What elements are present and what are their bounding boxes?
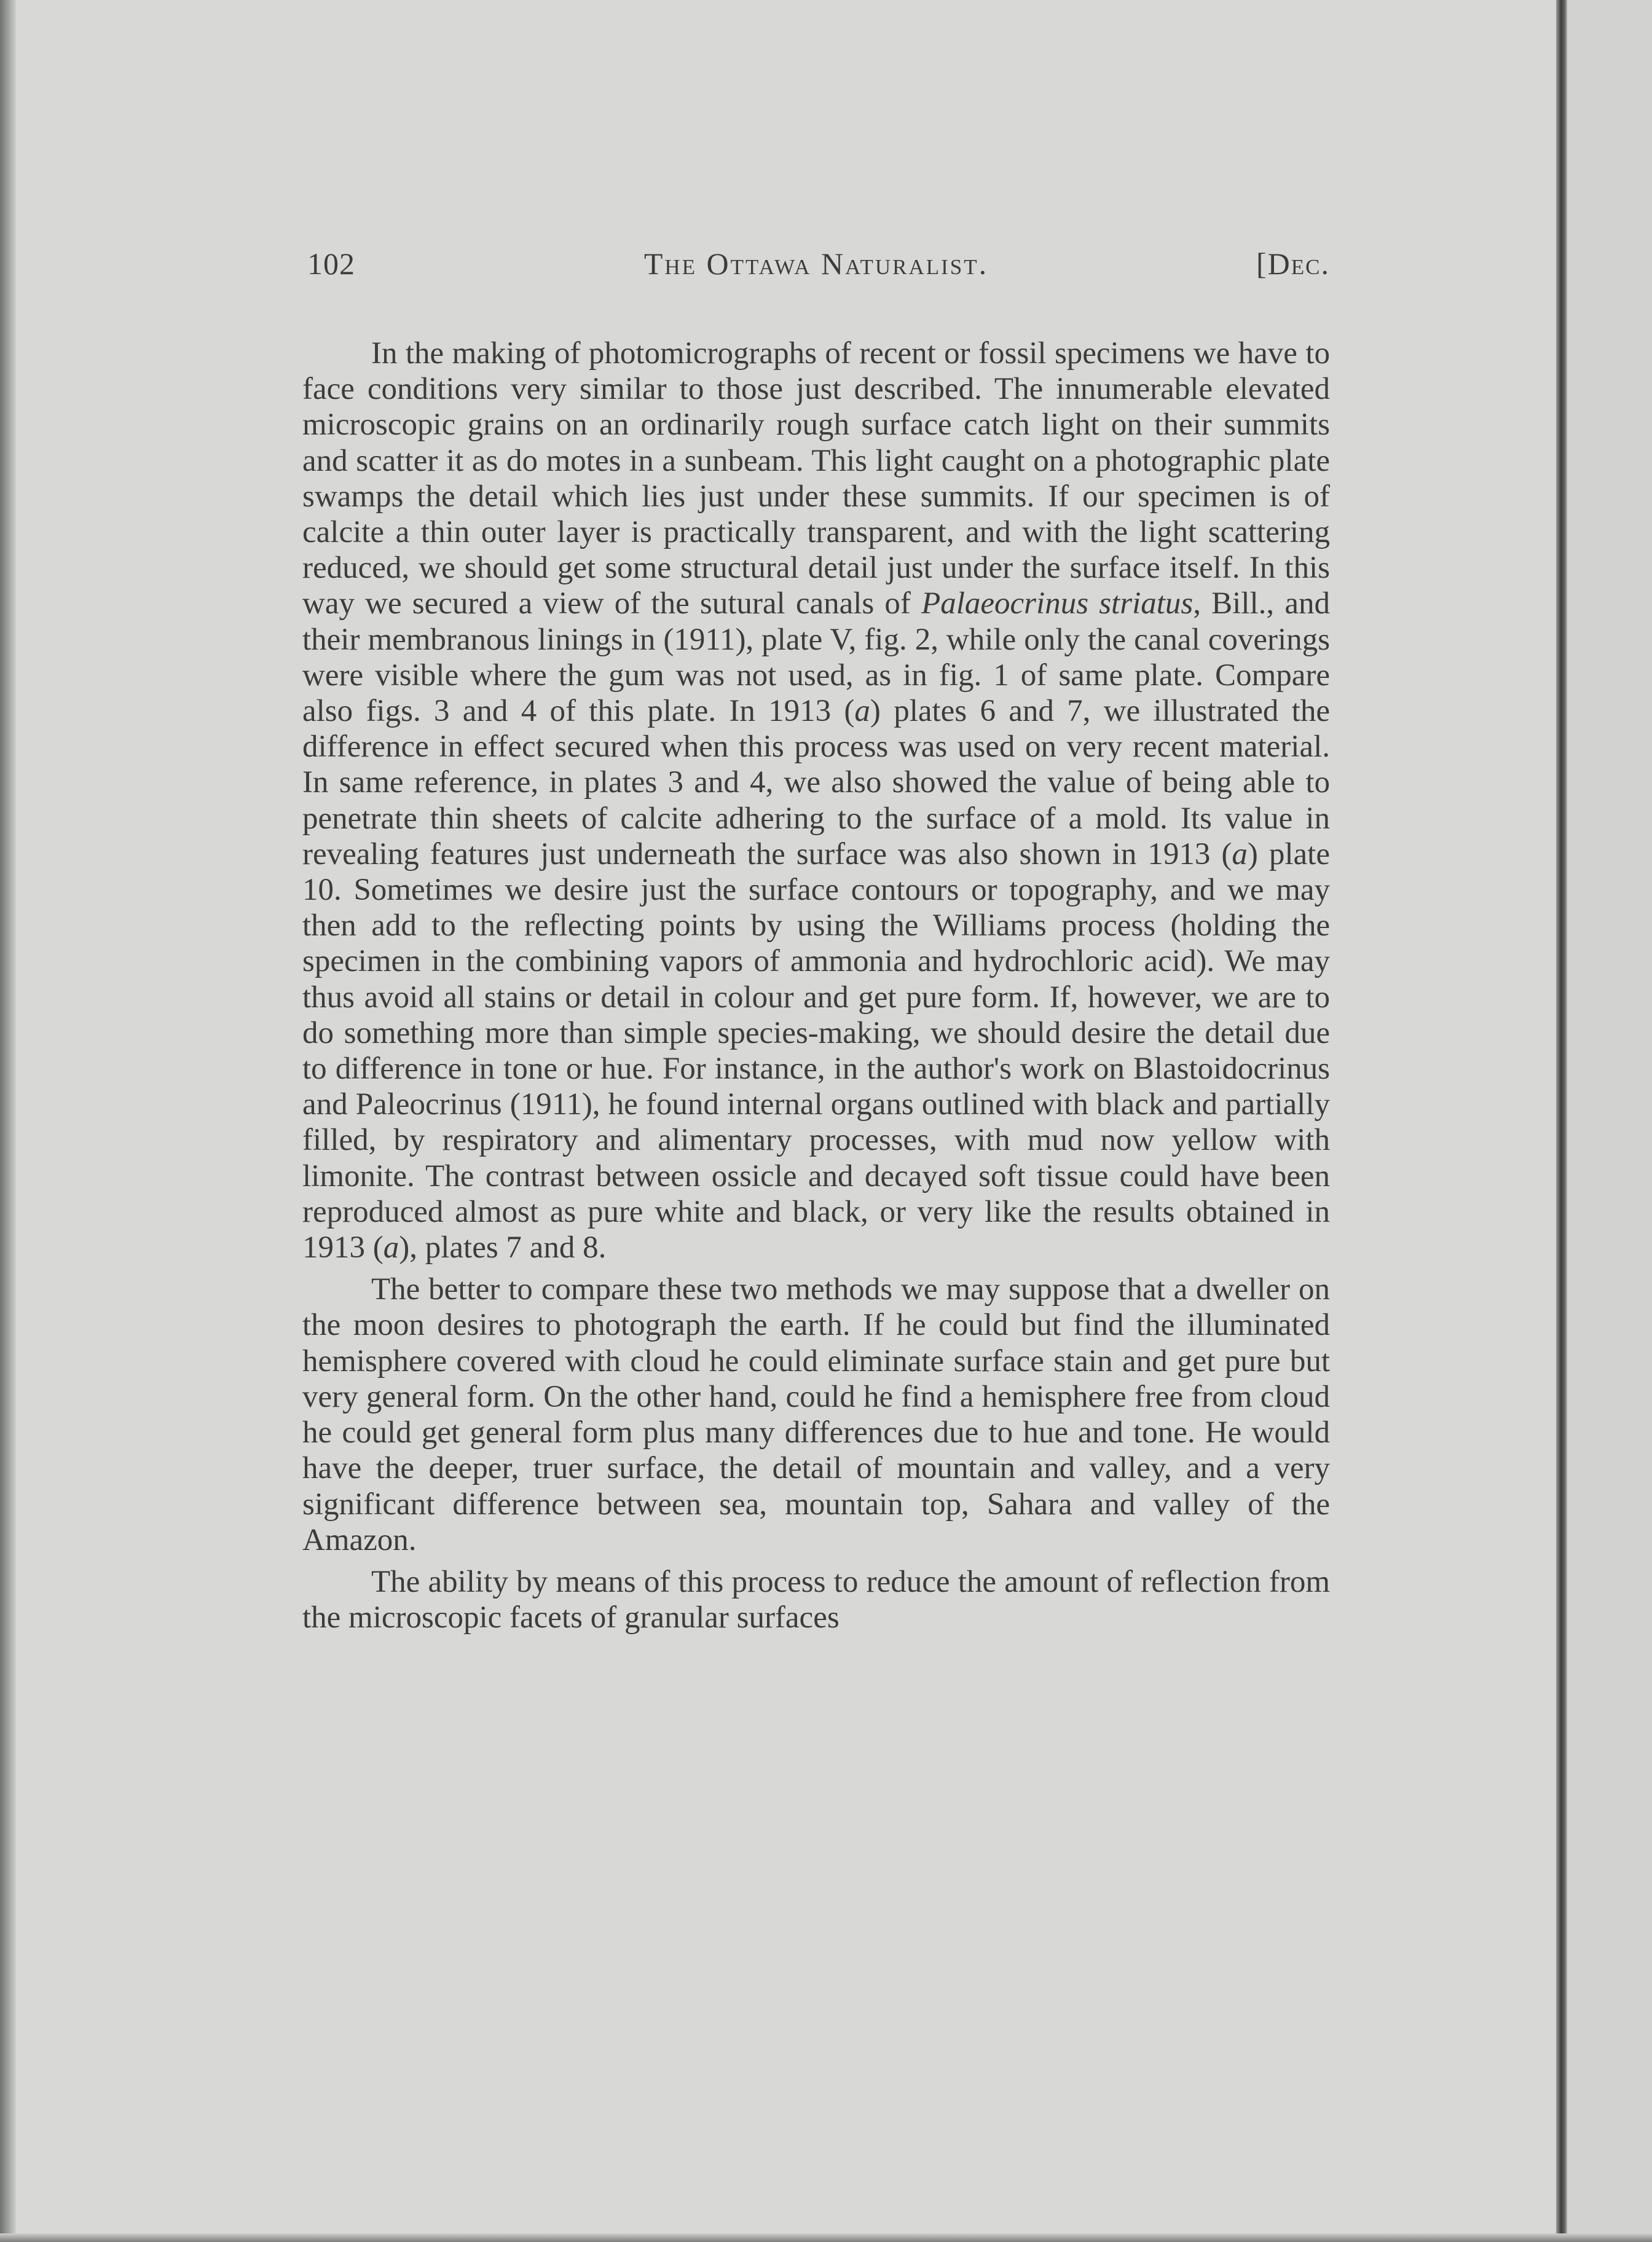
header-month: [Dec. [1256, 246, 1330, 281]
text-run: The better to compare these two methods we may suppose that a dweller on the moon desires to photograph the earth. If he could but find the illuminated hemisphere covered with cloud he could eliminate surface stain and get pure but very general form. On the other hand, could he find a hemisphere free from cloud he could get general form plus many differences due to hue and tone. He would have the deeper, truer surface, the detail of mountain and valley, and a very significant difference between sea, mountain top, Sahara and valley of the Amazon. [302, 1272, 1330, 1557]
scan-right-edge [1556, 0, 1567, 2242]
italic-text: a [1232, 836, 1248, 871]
running-header [302, 246, 1330, 289]
text-run: ) plates 6 and 7, we illustrated the difference in effect secured when this process was used on very recent material. In same reference, in plates 3 and 4, we also showed the value of being able to penetrate thin sheets of calcite adhering to the surface of a mold. Its value in revealing features just underneath the surface was also shown in 1913 ( [302, 694, 1330, 871]
body-text [302, 336, 1330, 1635]
text-run: , Bill., and their membranous linings in (1911), plate V, fig. 2, while only the canal coverings were visible where the gum was not used, as in fig. 1 of same plate. Compare also figs. 3 and 4 of this plate. In 1913 ( [302, 586, 1330, 729]
scan-left-edge [0, 0, 16, 2242]
page-number: 102 [307, 246, 355, 281]
paragraph [302, 1564, 1330, 1635]
journal-title: The Ottawa Naturalist. [643, 246, 989, 281]
text-run: In the making of photomicrographs of recent or fossil specimens we have to face conditions very similar to those just described. The innumerable elevated microscopic grains on an ordinarily rough surface catch light on their summits and scatter it as do motes in a sunbeam. This light caught on a photographic plate swamps the detail which lies just under these summits. If our specimen is of calcite a thin outer layer is practically transparent, and with the light scattering reduced, we should get some structural detail just under the surface itself. In this way we secured a view of the sutural canals of [302, 336, 1330, 621]
text-run: ), plates 7 and 8. [399, 1230, 607, 1265]
paragraph [302, 1272, 1330, 1558]
italic-text: Palaeocrinus striatus [921, 586, 1194, 621]
text-run: The ability by means of this process to reduce the amount of reflection from the microscopic facets of granular surfaces [302, 1564, 1330, 1635]
text-run: ) plate 10. Sometimes we desire just the surface contours or topography, and we may then add to the reflecting points by using the Williams process (holding the specimen in the combining vapors of ammonia and hydrochloric acid). We may thus avoid all stains or detail in colour and get pure form. If, however, we are to do something more than simple species-making, we should desire the detail due to difference in tone or hue. For instance, in the author's work on Blastoidocrinus and Paleocrinus (1911), he found internal organs outlined with black and partially filled, by respiratory and alimentary processes, with mud now yellow with limonite. The contrast between ossicle and decayed soft tissue could have been reproduced almost as pure white and black, or very like the results obtained in 1913 ( [302, 836, 1330, 1265]
scan-bottom-edge [0, 2233, 1652, 2242]
italic-text: a [854, 694, 870, 729]
document-page [302, 246, 1330, 1967]
paragraph [302, 336, 1330, 1265]
scan-right-margin [1567, 0, 1652, 2242]
italic-text: a [383, 1230, 399, 1265]
